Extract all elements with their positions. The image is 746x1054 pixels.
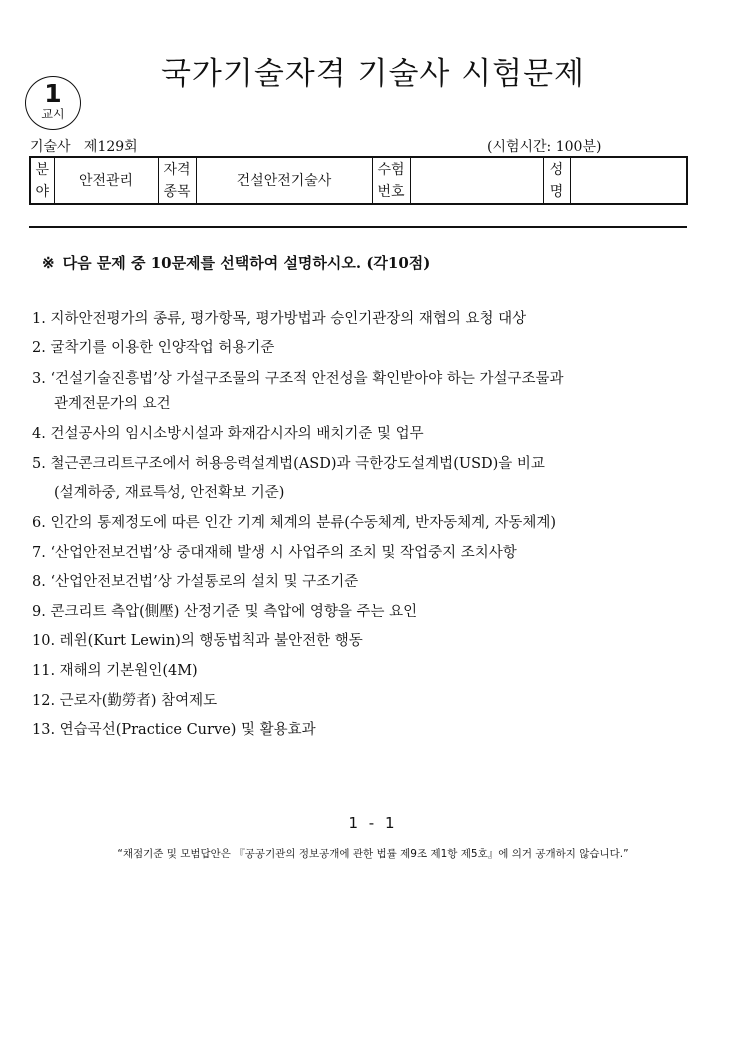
question-number: 8. [32,574,46,590]
question-13 [32,720,692,740]
question-text: 연습곡선(Practice Curve) 및 활용효과 [59,722,316,738]
question-5 [32,454,692,474]
question-9 [32,602,692,622]
name-label: 성 명 [543,157,570,204]
question-text: 지하안전평가의 종류, 평가항목, 평가방법과 승인기관장의 재협의 요청 대상 [50,311,527,327]
question-1 [32,309,692,329]
question-11 [32,661,692,681]
note-mark: ※ [42,254,55,272]
instruction-text: 다음 문제 중 10문제를 선택하여 설명하시오. (각10점) [62,254,431,272]
page-title: 국가기술자격 기술사 시험문제 [160,56,585,92]
question-number: 4. [32,426,46,442]
exam-time: (시험시간: 100분) [487,139,602,155]
field-value: 안전관리 [54,157,158,204]
exam-info-table [29,156,688,205]
field-label: 분 야 [30,157,54,204]
question-3-continued: 관계전문가의 요건 [54,396,171,412]
page-number: 1 - 1 [348,814,398,832]
question-text: 재해의 기본원인(4M) [59,663,198,679]
session-number: 1 [44,79,62,108]
type-label: 자격 종목 [158,157,196,204]
question-6 [32,513,692,533]
footer-note: “채점기준 및 모범답안은 『공공기관의 정보공개에 관한 법률 제9조 제1항 제5호』에 의거 공개하지 않습니다.” [117,848,629,860]
question-text: 굴착기를 이용한 인양작업 허용기준 [50,340,275,356]
session-label: 교시 [41,107,65,121]
question-number: 2. [32,340,46,356]
question-3 [32,369,692,389]
question-number: 3. [32,371,46,387]
question-text: ‘산업안전보건법’상 가설통로의 설치 및 구조기준 [50,574,359,590]
question-7 [32,543,692,563]
question-text: ‘산업안전보건법’상 중대재해 발생 시 사업주의 조치 및 작업중지 조치사항 [50,545,517,561]
question-10 [32,631,692,651]
question-number: 13. [32,722,56,738]
name-field[interactable] [570,157,687,204]
question-number: 10. [32,633,56,649]
category-round: 기술사 제129회 [30,139,138,155]
question-number: 9. [32,604,46,620]
question-text: ‘건설기술진흥법’상 가설구조물의 구조적 안전성을 확인받아야 하는 가설구조물과 [50,371,564,387]
question-4 [32,424,692,444]
exam-number-field[interactable] [410,157,543,204]
divider [29,226,687,228]
question-text: 인간의 통제정도에 따른 인간 기계 체계의 분류(수동체계, 반자동체계, 자동체계) [50,515,557,531]
question-number: 12. [32,693,56,709]
question-text: 콘크리트 측압(側壓) 산정기준 및 측압에 영향을 주는 요인 [50,604,418,620]
question-2 [32,338,692,358]
question-number: 1. [32,311,46,327]
question-text: 철근콘크리트구조에서 허용응력설계법(ASD)과 극한강도설계법(USD)을 비교 [50,456,545,472]
question-text: 근로자(勤勞者) 참여제도 [59,693,218,709]
type-value: 건설안전기술사 [196,157,372,204]
question-12 [32,691,692,711]
question-text: 레윈(Kurt Lewin)의 행동법칙과 불안전한 행동 [59,633,363,649]
question-number: 7. [32,545,46,561]
instruction [42,252,430,273]
question-5-continued: (설계하중, 재료특성, 안전확보 기준) [54,485,285,501]
exam-number-label: 수험 번호 [372,157,410,204]
question-number: 5. [32,456,46,472]
question-number: 6. [32,515,46,531]
question-8 [32,572,692,592]
question-text: 건설공사의 임시소방시설과 화재감시자의 배치기준 및 업무 [50,426,424,442]
question-number: 11. [32,663,56,679]
